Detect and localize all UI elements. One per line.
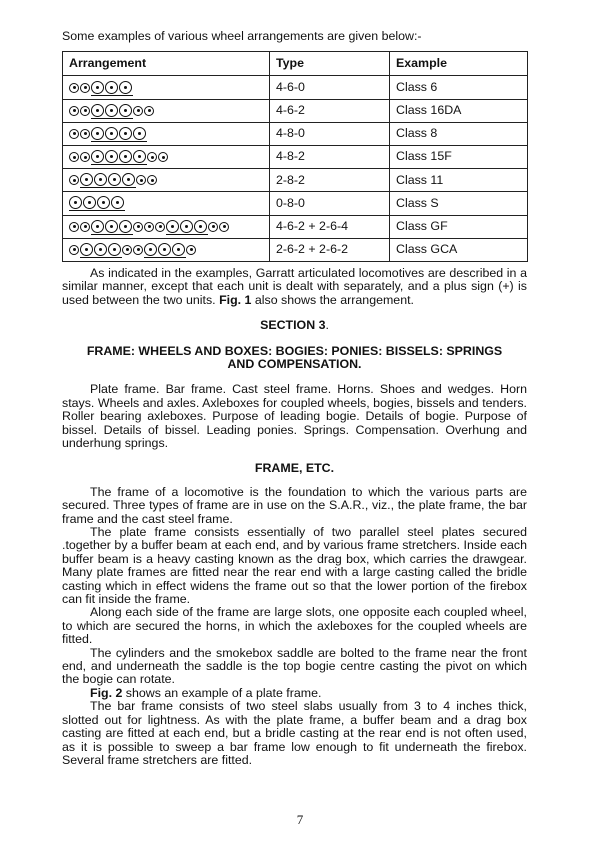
- coupled-wheel-icon: [119, 150, 132, 163]
- coupled-wheel-icon: [69, 196, 82, 209]
- fig2-paragraph: [62, 687, 527, 700]
- coupled-wheel-icon: [91, 81, 104, 94]
- fig2-text: shows an example of a plate frame.: [122, 685, 322, 700]
- carrying-wheels-group: [136, 175, 158, 185]
- carrying-wheels-group: [69, 175, 80, 185]
- carrying-wheel-icon: [69, 129, 79, 139]
- table-row: [63, 192, 528, 215]
- carrying-wheel-icon: [208, 222, 218, 232]
- coupled-wheels-group: [80, 173, 136, 188]
- garratt-paragraph: [62, 267, 527, 307]
- coupled-wheel-icon: [83, 196, 96, 209]
- coupled-wheel-icon: [91, 220, 104, 233]
- section-title-text: SECTION 3: [260, 318, 326, 333]
- carrying-wheel-icon: [155, 222, 165, 232]
- carrying-wheels-group: [208, 222, 230, 232]
- table-row: [63, 169, 528, 192]
- carrying-wheel-icon: [186, 245, 196, 255]
- coupled-wheel-icon: [105, 104, 118, 117]
- coupled-wheel-icon: [108, 243, 121, 256]
- frame-heading: FRAME, ETC.: [254, 461, 335, 476]
- frame-body: [62, 486, 527, 768]
- carrying-wheel-icon: [69, 245, 79, 255]
- carrying-wheels-group: [69, 106, 91, 116]
- carrying-wheel-icon: [136, 175, 146, 185]
- carrying-wheel-icon: [80, 222, 90, 232]
- example-cell: Class 16DA: [390, 99, 528, 122]
- coupled-wheels-group: [80, 243, 122, 258]
- section-subtitle: FRAME: WHEELS AND BOXES: BOGIES: PONIES: BISSELS: SPRINGS AND COMPENSATION.: [86, 343, 503, 371]
- carrying-wheel-icon: [133, 222, 143, 232]
- coupled-wheel-icon: [94, 243, 107, 256]
- page-number: 7: [296, 812, 304, 827]
- table-header-row: [63, 52, 528, 76]
- coupled-wheels-group: [166, 220, 208, 235]
- coupled-wheel-icon: [80, 243, 93, 256]
- wheel-diagram: [69, 80, 263, 96]
- carrying-wheels-group: [69, 129, 91, 139]
- carrying-wheel-icon: [80, 83, 90, 93]
- arrangement-cell: [63, 99, 270, 122]
- wheel-diagram: [69, 103, 263, 119]
- carrying-wheels-group: [186, 245, 197, 255]
- body-paragraph: The frame of a locomotive is the foundation to which the various parts are secured. Three types of frame are in use on the S.A.R., viz., the plate frame, the bar frame and the cast steel frame.: [62, 484, 527, 526]
- body-paragraph: The plate frame consists essentially of two parallel steel plates secured .together by a buffer beam at each end, and by various frame stretchers. Inside each buffer beam is a heavy casting known as the drag box, which carries the drawgear. Many plate frames are fitted near the rear end with a large casting called the bridle casting which in effect widens the frame out so that the lower portion of the firebox can fit inside the frame.: [62, 525, 527, 607]
- body-paragraph: The bar frame consists of two steel slabs usually from 3 to 4 inches thick, slotted out for lightness. As with the plate frame, a buffer beam and a drag box casting are fitted at each end, but a bridle casting at the rear end is not often used, as it is possible to sweep a bar frame low enough to fit underneath the firebox. Several frame stretchers are fitted.: [62, 699, 527, 767]
- wheel-diagram: [69, 219, 263, 235]
- carrying-wheels-group: [69, 152, 91, 162]
- coupled-wheels-group: [91, 127, 147, 142]
- coupled-wheel-icon: [119, 127, 132, 140]
- summary-paragraph: Plate frame. Bar frame. Cast steel frame. Horns. Shoes and wedges. Horn stays. Wheels and axles. Axleboxes for coupled wheels, bogies, bissels and tenders. Roller bearing axleboxes. Purpose of leading bogie. Details of bogie. Purpose of bissel. Details of bissel. Leading ponies. Springs. Compensation. Overhung and underhung springs.: [62, 382, 527, 450]
- arrangement-cell: [63, 238, 270, 261]
- carrying-wheel-icon: [80, 129, 90, 139]
- coupled-wheels-group: [144, 243, 186, 258]
- coupled-wheel-icon: [97, 196, 110, 209]
- wheel-diagram: [69, 172, 263, 188]
- coupled-wheel-icon: [91, 150, 104, 163]
- type-cell: 2-8-2: [270, 169, 390, 192]
- example-cell: Class 8: [390, 122, 528, 145]
- document-page: [62, 30, 527, 767]
- arrangement-cell: [63, 122, 270, 145]
- coupled-wheel-icon: [166, 220, 179, 233]
- coupled-wheel-icon: [91, 127, 104, 140]
- carrying-wheel-icon: [69, 152, 79, 162]
- carrying-wheels-group: [133, 106, 155, 116]
- carrying-wheel-icon: [147, 175, 157, 185]
- coupled-wheels-group: [91, 104, 133, 119]
- example-cell: Class S: [390, 192, 528, 215]
- garratt-tail: also shows the arrangement.: [251, 292, 414, 307]
- arrangement-cell: [63, 76, 270, 99]
- table-row: [63, 145, 528, 168]
- example-cell: Class 15F: [390, 145, 528, 168]
- type-cell: 4-6-2: [270, 99, 390, 122]
- arrangement-cell: [63, 145, 270, 168]
- coupled-wheel-icon: [172, 243, 185, 256]
- coupled-wheel-icon: [180, 220, 193, 233]
- wheel-arrangement-table: [62, 51, 528, 262]
- arrangement-cell: [63, 169, 270, 192]
- body-paragraph: The cylinders and the smokebox saddle are bolted to the frame near the front end, and underneath the saddle is the top bogie centre casting the pivot on which the bogie can rotate.: [62, 645, 527, 687]
- carrying-wheel-icon: [144, 222, 154, 232]
- coupled-wheel-icon: [91, 104, 104, 117]
- wheel-diagram: [69, 195, 263, 211]
- carrying-wheel-icon: [80, 152, 90, 162]
- coupled-wheels-group: [91, 220, 133, 235]
- coupled-wheel-icon: [94, 173, 107, 186]
- carrying-wheels-group: [69, 222, 91, 232]
- carrying-wheel-icon: [80, 106, 90, 116]
- wheel-diagram: [69, 242, 263, 258]
- carrying-wheel-icon: [219, 222, 229, 232]
- header-example: Example: [390, 52, 528, 76]
- coupled-wheel-icon: [111, 196, 124, 209]
- example-cell: Class 6: [390, 76, 528, 99]
- carrying-wheels-group: [147, 152, 169, 162]
- carrying-wheel-icon: [69, 222, 79, 232]
- type-cell: 0-8-0: [270, 192, 390, 215]
- carrying-wheels-group: [122, 245, 144, 255]
- coupled-wheel-icon: [119, 220, 132, 233]
- fig1-ref: Fig. 1: [219, 292, 252, 307]
- section-title-period: .: [325, 318, 329, 333]
- coupled-wheel-icon: [105, 220, 118, 233]
- wheel-diagram: [69, 149, 263, 165]
- coupled-wheel-icon: [80, 173, 93, 186]
- section-title: [62, 319, 527, 332]
- coupled-wheels-group: [91, 81, 133, 96]
- coupled-wheel-icon: [133, 127, 146, 140]
- arrangement-cell: [63, 192, 270, 215]
- table-row: [63, 99, 528, 122]
- coupled-wheel-icon: [105, 81, 118, 94]
- example-cell: Class GF: [390, 215, 528, 238]
- garratt-text: As indicated in the examples, Garratt articulated locomotives are described in a similar manner, except that each unit is dealt with separately, and a plus sign (+) is used between the two units.: [62, 265, 527, 307]
- fig2-ref: Fig. 2: [90, 685, 123, 700]
- coupled-wheel-icon: [108, 173, 121, 186]
- coupled-wheel-icon: [194, 220, 207, 233]
- type-cell: 4-8-2: [270, 145, 390, 168]
- coupled-wheels-group: [69, 196, 125, 211]
- coupled-wheel-icon: [133, 150, 146, 163]
- example-cell: Class GCA: [390, 238, 528, 261]
- table-row: [63, 122, 528, 145]
- coupled-wheels-group: [91, 150, 147, 165]
- carrying-wheel-icon: [133, 245, 143, 255]
- type-cell: 2-6-2 + 2-6-2: [270, 238, 390, 261]
- table-row: [63, 238, 528, 261]
- header-type: Type: [270, 52, 390, 76]
- coupled-wheel-icon: [105, 127, 118, 140]
- carrying-wheels-group: [133, 222, 166, 232]
- coupled-wheel-icon: [119, 81, 132, 94]
- carrying-wheels-group: [69, 83, 91, 93]
- carrying-wheel-icon: [158, 152, 168, 162]
- arrangement-cell: [63, 215, 270, 238]
- carrying-wheel-icon: [69, 83, 79, 93]
- body-paragraph: Along each side of the frame are large slots, one opposite each coupled wheel, to which are secured the horns, in which the axleboxes for the coupled wheels are fitted.: [62, 605, 527, 647]
- carrying-wheel-icon: [122, 245, 132, 255]
- header-arrangement: Arrangement: [63, 52, 270, 76]
- type-cell: 4-6-0: [270, 76, 390, 99]
- coupled-wheel-icon: [119, 104, 132, 117]
- carrying-wheel-icon: [69, 175, 79, 185]
- intro-text: Some examples of various wheel arrangements are given below:-: [62, 29, 422, 43]
- table-row: [63, 215, 528, 238]
- carrying-wheel-icon: [133, 106, 143, 116]
- carrying-wheel-icon: [147, 152, 157, 162]
- carrying-wheel-icon: [69, 106, 79, 116]
- coupled-wheel-icon: [122, 173, 135, 186]
- coupled-wheel-icon: [158, 243, 171, 256]
- example-cell: Class 11: [390, 169, 528, 192]
- wheel-diagram: [69, 126, 263, 142]
- coupled-wheel-icon: [105, 150, 118, 163]
- coupled-wheel-icon: [144, 243, 157, 256]
- table-row: [63, 76, 528, 99]
- type-cell: 4-8-0: [270, 122, 390, 145]
- type-cell: 4-6-2 + 2-6-4: [270, 215, 390, 238]
- carrying-wheel-icon: [144, 106, 154, 116]
- carrying-wheels-group: [69, 245, 80, 255]
